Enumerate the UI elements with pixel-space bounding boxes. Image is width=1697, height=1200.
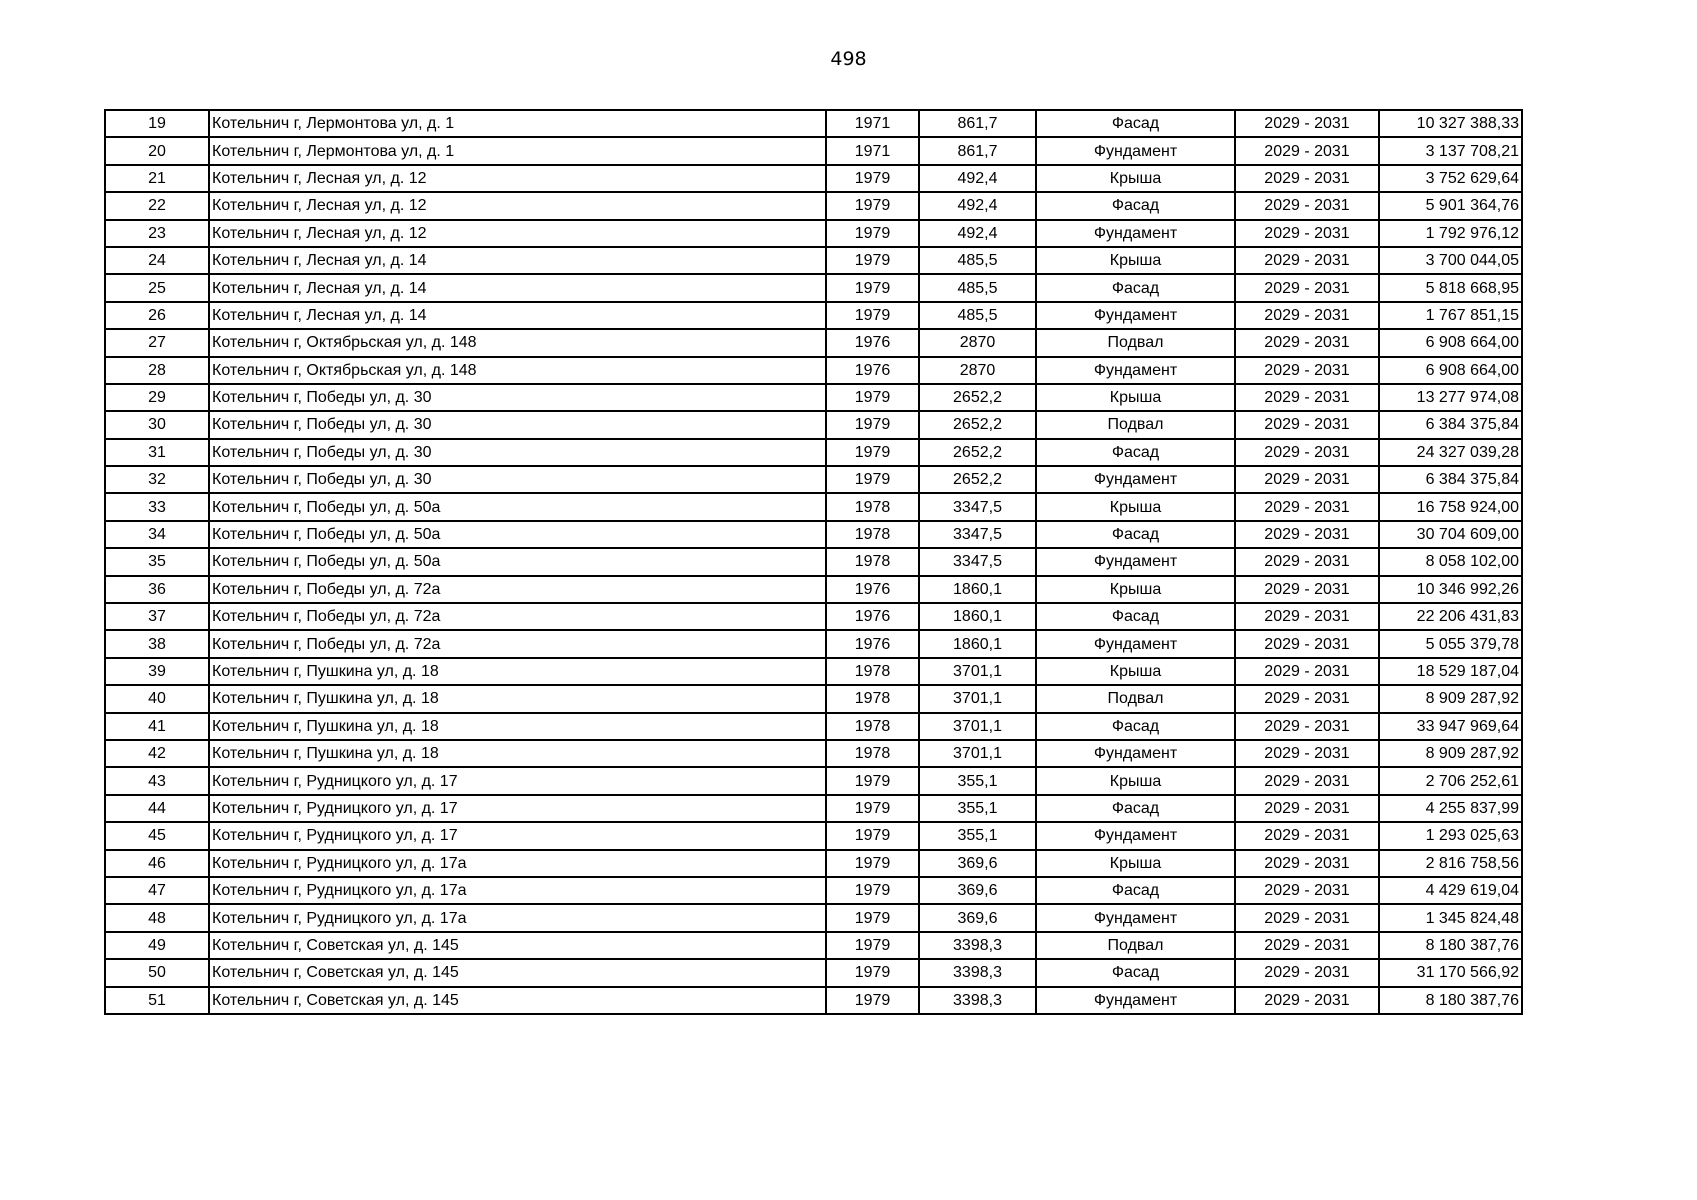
work-type-cell: Фасад	[1036, 110, 1235, 137]
cost-cell: 3 700 044,05	[1379, 247, 1522, 274]
build-year-cell: 1979	[826, 384, 919, 411]
row-number-cell: 19	[105, 110, 209, 137]
period-cell: 2029 - 2031	[1235, 137, 1379, 164]
work-type-cell: Подвал	[1036, 411, 1235, 438]
work-type-cell: Крыша	[1036, 247, 1235, 274]
row-number-cell: 39	[105, 658, 209, 685]
work-type-cell: Фасад	[1036, 603, 1235, 630]
table-row	[105, 137, 1522, 164]
cost-cell: 3 752 629,64	[1379, 165, 1522, 192]
area-cell: 1860,1	[919, 603, 1036, 630]
work-type-cell: Фундамент	[1036, 357, 1235, 384]
address-cell: Котельнич г, Октябрьская ул, д. 148	[209, 357, 826, 384]
row-number-cell: 36	[105, 576, 209, 603]
cost-cell: 1 345 824,48	[1379, 904, 1522, 931]
work-type-cell: Фундамент	[1036, 904, 1235, 931]
table-row	[105, 165, 1522, 192]
period-cell: 2029 - 2031	[1235, 685, 1379, 712]
work-type-cell: Крыша	[1036, 850, 1235, 877]
period-cell: 2029 - 2031	[1235, 302, 1379, 329]
work-type-cell: Фасад	[1036, 959, 1235, 986]
registry-table	[104, 109, 1523, 1015]
table-row	[105, 411, 1522, 438]
build-year-cell: 1979	[826, 877, 919, 904]
area-cell: 369,6	[919, 877, 1036, 904]
build-year-cell: 1976	[826, 329, 919, 356]
table-row	[105, 904, 1522, 931]
address-cell: Котельнич г, Рудницкого ул, д. 17	[209, 822, 826, 849]
cost-cell: 22 206 431,83	[1379, 603, 1522, 630]
row-number-cell: 33	[105, 493, 209, 520]
row-number-cell: 38	[105, 630, 209, 657]
row-number-cell: 47	[105, 877, 209, 904]
period-cell: 2029 - 2031	[1235, 767, 1379, 794]
address-cell: Котельнич г, Победы ул, д. 72а	[209, 630, 826, 657]
area-cell: 2652,2	[919, 439, 1036, 466]
cost-cell: 6 384 375,84	[1379, 466, 1522, 493]
address-cell: Котельнич г, Пушкина ул, д. 18	[209, 685, 826, 712]
table-row	[105, 713, 1522, 740]
table-row	[105, 630, 1522, 657]
row-number-cell: 41	[105, 713, 209, 740]
work-type-cell: Фундамент	[1036, 220, 1235, 247]
cost-cell: 10 327 388,33	[1379, 110, 1522, 137]
period-cell: 2029 - 2031	[1235, 987, 1379, 1014]
period-cell: 2029 - 2031	[1235, 110, 1379, 137]
area-cell: 861,7	[919, 110, 1036, 137]
work-type-cell: Фасад	[1036, 795, 1235, 822]
table-row	[105, 521, 1522, 548]
row-number-cell: 37	[105, 603, 209, 630]
build-year-cell: 1979	[826, 466, 919, 493]
address-cell: Котельнич г, Победы ул, д. 50а	[209, 521, 826, 548]
period-cell: 2029 - 2031	[1235, 192, 1379, 219]
area-cell: 3701,1	[919, 713, 1036, 740]
work-type-cell: Крыша	[1036, 165, 1235, 192]
row-number-cell: 30	[105, 411, 209, 438]
cost-cell: 30 704 609,00	[1379, 521, 1522, 548]
work-type-cell: Фасад	[1036, 274, 1235, 301]
period-cell: 2029 - 2031	[1235, 466, 1379, 493]
cost-cell: 2 816 758,56	[1379, 850, 1522, 877]
area-cell: 3347,5	[919, 521, 1036, 548]
table-row	[105, 932, 1522, 959]
address-cell: Котельнич г, Рудницкого ул, д. 17	[209, 767, 826, 794]
area-cell: 2870	[919, 357, 1036, 384]
area-cell: 1860,1	[919, 630, 1036, 657]
build-year-cell: 1979	[826, 822, 919, 849]
address-cell: Котельнич г, Лесная ул, д. 12	[209, 192, 826, 219]
cost-cell: 5 901 364,76	[1379, 192, 1522, 219]
area-cell: 485,5	[919, 302, 1036, 329]
address-cell: Котельнич г, Победы ул, д. 30	[209, 466, 826, 493]
period-cell: 2029 - 2031	[1235, 904, 1379, 931]
area-cell: 492,4	[919, 165, 1036, 192]
row-number-cell: 23	[105, 220, 209, 247]
build-year-cell: 1976	[826, 603, 919, 630]
row-number-cell: 24	[105, 247, 209, 274]
area-cell: 2652,2	[919, 384, 1036, 411]
area-cell: 355,1	[919, 822, 1036, 849]
row-number-cell: 34	[105, 521, 209, 548]
row-number-cell: 40	[105, 685, 209, 712]
row-number-cell: 26	[105, 302, 209, 329]
row-number-cell: 21	[105, 165, 209, 192]
build-year-cell: 1978	[826, 658, 919, 685]
period-cell: 2029 - 2031	[1235, 493, 1379, 520]
address-cell: Котельнич г, Октябрьская ул, д. 148	[209, 329, 826, 356]
build-year-cell: 1979	[826, 302, 919, 329]
work-type-cell: Фундамент	[1036, 822, 1235, 849]
build-year-cell: 1976	[826, 630, 919, 657]
table-row	[105, 685, 1522, 712]
address-cell: Котельнич г, Лермонтова ул, д. 1	[209, 137, 826, 164]
table-row	[105, 767, 1522, 794]
address-cell: Котельнич г, Лесная ул, д. 14	[209, 247, 826, 274]
area-cell: 3347,5	[919, 493, 1036, 520]
build-year-cell: 1979	[826, 411, 919, 438]
cost-cell: 8 909 287,92	[1379, 740, 1522, 767]
cost-cell: 2 706 252,61	[1379, 767, 1522, 794]
row-number-cell: 42	[105, 740, 209, 767]
table-row	[105, 987, 1522, 1014]
cost-cell: 1 767 851,15	[1379, 302, 1522, 329]
row-number-cell: 29	[105, 384, 209, 411]
row-number-cell: 44	[105, 795, 209, 822]
build-year-cell: 1979	[826, 904, 919, 931]
work-type-cell: Крыша	[1036, 658, 1235, 685]
table-row	[105, 576, 1522, 603]
period-cell: 2029 - 2031	[1235, 603, 1379, 630]
address-cell: Котельнич г, Лесная ул, д. 12	[209, 220, 826, 247]
table-row	[105, 822, 1522, 849]
table-row	[105, 439, 1522, 466]
address-cell: Котельнич г, Советская ул, д. 145	[209, 932, 826, 959]
address-cell: Котельнич г, Победы ул, д. 50а	[209, 493, 826, 520]
address-cell: Котельнич г, Лесная ул, д. 12	[209, 165, 826, 192]
build-year-cell: 1979	[826, 439, 919, 466]
work-type-cell: Крыша	[1036, 493, 1235, 520]
address-cell: Котельнич г, Лесная ул, д. 14	[209, 274, 826, 301]
address-cell: Котельнич г, Победы ул, д. 30	[209, 411, 826, 438]
row-number-cell: 27	[105, 329, 209, 356]
address-cell: Котельнич г, Рудницкого ул, д. 17а	[209, 850, 826, 877]
build-year-cell: 1979	[826, 767, 919, 794]
period-cell: 2029 - 2031	[1235, 658, 1379, 685]
work-type-cell: Фундамент	[1036, 137, 1235, 164]
registry-table-body	[105, 110, 1522, 1014]
address-cell: Котельнич г, Победы ул, д. 72а	[209, 576, 826, 603]
table-row	[105, 329, 1522, 356]
address-cell: Котельнич г, Рудницкого ул, д. 17	[209, 795, 826, 822]
area-cell: 1860,1	[919, 576, 1036, 603]
period-cell: 2029 - 2031	[1235, 329, 1379, 356]
table-row	[105, 110, 1522, 137]
work-type-cell: Крыша	[1036, 576, 1235, 603]
build-year-cell: 1979	[826, 932, 919, 959]
period-cell: 2029 - 2031	[1235, 740, 1379, 767]
area-cell: 861,7	[919, 137, 1036, 164]
period-cell: 2029 - 2031	[1235, 850, 1379, 877]
address-cell: Котельнич г, Пушкина ул, д. 18	[209, 740, 826, 767]
area-cell: 485,5	[919, 274, 1036, 301]
cost-cell: 33 947 969,64	[1379, 713, 1522, 740]
period-cell: 2029 - 2031	[1235, 822, 1379, 849]
row-number-cell: 32	[105, 466, 209, 493]
row-number-cell: 45	[105, 822, 209, 849]
period-cell: 2029 - 2031	[1235, 877, 1379, 904]
area-cell: 3347,5	[919, 548, 1036, 575]
table-row	[105, 493, 1522, 520]
work-type-cell: Фасад	[1036, 713, 1235, 740]
work-type-cell: Фундамент	[1036, 740, 1235, 767]
address-cell: Котельнич г, Лермонтова ул, д. 1	[209, 110, 826, 137]
build-year-cell: 1976	[826, 357, 919, 384]
cost-cell: 6 908 664,00	[1379, 357, 1522, 384]
table-row	[105, 274, 1522, 301]
build-year-cell: 1978	[826, 740, 919, 767]
work-type-cell: Фасад	[1036, 877, 1235, 904]
cost-cell: 4 255 837,99	[1379, 795, 1522, 822]
cost-cell: 16 758 924,00	[1379, 493, 1522, 520]
build-year-cell: 1979	[826, 220, 919, 247]
table-row	[105, 357, 1522, 384]
cost-cell: 31 170 566,92	[1379, 959, 1522, 986]
build-year-cell: 1971	[826, 137, 919, 164]
period-cell: 2029 - 2031	[1235, 274, 1379, 301]
work-type-cell: Фундамент	[1036, 548, 1235, 575]
page-number: 498	[830, 48, 867, 70]
table-row	[105, 877, 1522, 904]
area-cell: 3701,1	[919, 685, 1036, 712]
build-year-cell: 1979	[826, 274, 919, 301]
build-year-cell: 1976	[826, 576, 919, 603]
period-cell: 2029 - 2031	[1235, 521, 1379, 548]
table-row	[105, 795, 1522, 822]
period-cell: 2029 - 2031	[1235, 630, 1379, 657]
work-type-cell: Фундамент	[1036, 987, 1235, 1014]
area-cell: 492,4	[919, 192, 1036, 219]
cost-cell: 1 293 025,63	[1379, 822, 1522, 849]
build-year-cell: 1979	[826, 192, 919, 219]
work-type-cell: Подвал	[1036, 932, 1235, 959]
area-cell: 3398,3	[919, 987, 1036, 1014]
table-row	[105, 548, 1522, 575]
period-cell: 2029 - 2031	[1235, 548, 1379, 575]
area-cell: 3398,3	[919, 932, 1036, 959]
cost-cell: 6 384 375,84	[1379, 411, 1522, 438]
area-cell: 2870	[919, 329, 1036, 356]
cost-cell: 24 327 039,28	[1379, 439, 1522, 466]
table-row	[105, 959, 1522, 986]
work-type-cell: Крыша	[1036, 767, 1235, 794]
work-type-cell: Крыша	[1036, 384, 1235, 411]
table-row	[105, 192, 1522, 219]
table-row	[105, 384, 1522, 411]
work-type-cell: Фундамент	[1036, 630, 1235, 657]
area-cell: 3398,3	[919, 959, 1036, 986]
address-cell: Котельнич г, Советская ул, д. 145	[209, 987, 826, 1014]
row-number-cell: 43	[105, 767, 209, 794]
build-year-cell: 1979	[826, 795, 919, 822]
build-year-cell: 1979	[826, 165, 919, 192]
table-row	[105, 220, 1522, 247]
row-number-cell: 28	[105, 357, 209, 384]
work-type-cell: Фасад	[1036, 192, 1235, 219]
area-cell: 2652,2	[919, 411, 1036, 438]
cost-cell: 1 792 976,12	[1379, 220, 1522, 247]
row-number-cell: 50	[105, 959, 209, 986]
row-number-cell: 22	[105, 192, 209, 219]
period-cell: 2029 - 2031	[1235, 384, 1379, 411]
work-type-cell: Фундамент	[1036, 302, 1235, 329]
row-number-cell: 25	[105, 274, 209, 301]
row-number-cell: 20	[105, 137, 209, 164]
build-year-cell: 1978	[826, 685, 919, 712]
address-cell: Котельнич г, Рудницкого ул, д. 17а	[209, 877, 826, 904]
row-number-cell: 48	[105, 904, 209, 931]
cost-cell: 8 058 102,00	[1379, 548, 1522, 575]
cost-cell: 13 277 974,08	[1379, 384, 1522, 411]
row-number-cell: 35	[105, 548, 209, 575]
table-row	[105, 658, 1522, 685]
area-cell: 369,6	[919, 904, 1036, 931]
table-row	[105, 466, 1522, 493]
area-cell: 369,6	[919, 850, 1036, 877]
cost-cell: 4 429 619,04	[1379, 877, 1522, 904]
period-cell: 2029 - 2031	[1235, 220, 1379, 247]
period-cell: 2029 - 2031	[1235, 247, 1379, 274]
cost-cell: 8 180 387,76	[1379, 932, 1522, 959]
cost-cell: 5 818 668,95	[1379, 274, 1522, 301]
period-cell: 2029 - 2031	[1235, 439, 1379, 466]
build-year-cell: 1978	[826, 493, 919, 520]
table-row	[105, 740, 1522, 767]
work-type-cell: Фасад	[1036, 439, 1235, 466]
work-type-cell: Подвал	[1036, 329, 1235, 356]
period-cell: 2029 - 2031	[1235, 411, 1379, 438]
area-cell: 492,4	[919, 220, 1036, 247]
build-year-cell: 1978	[826, 713, 919, 740]
build-year-cell: 1979	[826, 850, 919, 877]
address-cell: Котельнич г, Лесная ул, д. 14	[209, 302, 826, 329]
address-cell: Котельнич г, Пушкина ул, д. 18	[209, 658, 826, 685]
build-year-cell: 1971	[826, 110, 919, 137]
area-cell: 2652,2	[919, 466, 1036, 493]
build-year-cell: 1979	[826, 987, 919, 1014]
cost-cell: 8 909 287,92	[1379, 685, 1522, 712]
area-cell: 3701,1	[919, 658, 1036, 685]
work-type-cell: Подвал	[1036, 685, 1235, 712]
address-cell: Котельнич г, Пушкина ул, д. 18	[209, 713, 826, 740]
work-type-cell: Фундамент	[1036, 466, 1235, 493]
row-number-cell: 49	[105, 932, 209, 959]
table-row	[105, 603, 1522, 630]
period-cell: 2029 - 2031	[1235, 713, 1379, 740]
period-cell: 2029 - 2031	[1235, 795, 1379, 822]
row-number-cell: 46	[105, 850, 209, 877]
cost-cell: 3 137 708,21	[1379, 137, 1522, 164]
cost-cell: 10 346 992,26	[1379, 576, 1522, 603]
table-row	[105, 247, 1522, 274]
address-cell: Котельнич г, Победы ул, д. 30	[209, 439, 826, 466]
address-cell: Котельнич г, Победы ул, д. 50а	[209, 548, 826, 575]
table-row	[105, 850, 1522, 877]
table-row	[105, 302, 1522, 329]
cost-cell: 6 908 664,00	[1379, 329, 1522, 356]
cost-cell: 5 055 379,78	[1379, 630, 1522, 657]
address-cell: Котельнич г, Рудницкого ул, д. 17а	[209, 904, 826, 931]
address-cell: Котельнич г, Победы ул, д. 30	[209, 384, 826, 411]
period-cell: 2029 - 2031	[1235, 165, 1379, 192]
area-cell: 355,1	[919, 767, 1036, 794]
period-cell: 2029 - 2031	[1235, 357, 1379, 384]
area-cell: 355,1	[919, 795, 1036, 822]
period-cell: 2029 - 2031	[1235, 932, 1379, 959]
work-type-cell: Фасад	[1036, 521, 1235, 548]
cost-cell: 18 529 187,04	[1379, 658, 1522, 685]
address-cell: Котельнич г, Советская ул, д. 145	[209, 959, 826, 986]
address-cell: Котельнич г, Победы ул, д. 72а	[209, 603, 826, 630]
build-year-cell: 1979	[826, 247, 919, 274]
area-cell: 485,5	[919, 247, 1036, 274]
build-year-cell: 1978	[826, 548, 919, 575]
row-number-cell: 51	[105, 987, 209, 1014]
build-year-cell: 1978	[826, 521, 919, 548]
row-number-cell: 31	[105, 439, 209, 466]
period-cell: 2029 - 2031	[1235, 576, 1379, 603]
build-year-cell: 1979	[826, 959, 919, 986]
cost-cell: 8 180 387,76	[1379, 987, 1522, 1014]
period-cell: 2029 - 2031	[1235, 959, 1379, 986]
area-cell: 3701,1	[919, 740, 1036, 767]
